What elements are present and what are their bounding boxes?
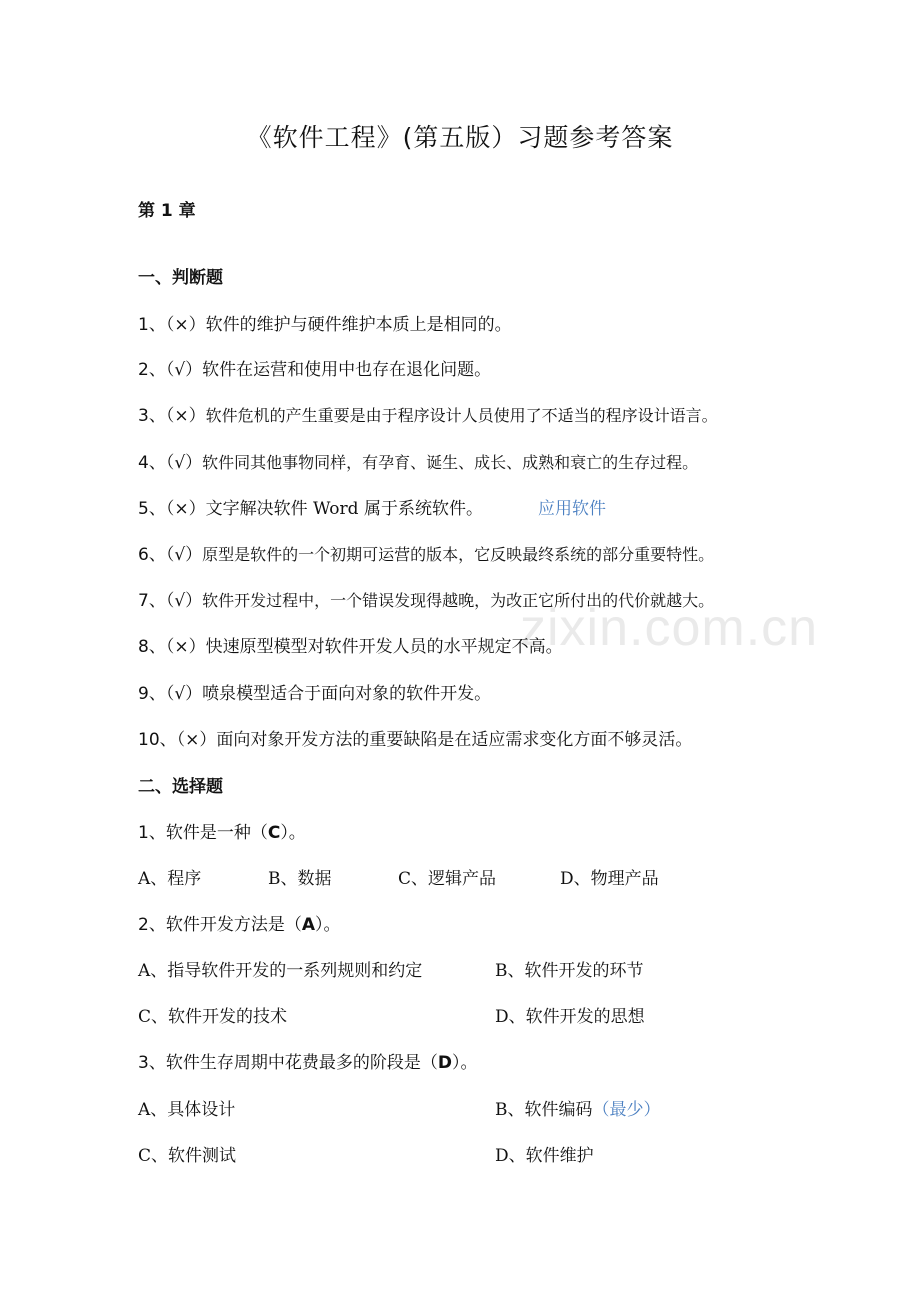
- question-answer: D: [437, 1053, 452, 1073]
- item-number: 7、: [138, 591, 166, 611]
- tf-item: [138, 725, 692, 750]
- item-text: 软件危机的产生重要是由于程序设计人员使用了不适当的程序设计语言。: [205, 406, 718, 425]
- annotation-note: （最少）: [592, 1100, 661, 1120]
- answer-mark: （×）: [176, 730, 217, 750]
- option-a: A、指导软件开发的一系列规则和约定: [138, 961, 423, 981]
- item-number: 5、: [138, 499, 166, 519]
- tf-item: [138, 448, 698, 473]
- answer-mark: （√）: [165, 684, 203, 704]
- answer-mark: （√）: [165, 545, 203, 565]
- item-text: 喷泉模型适合于面向对象的软件开发。: [202, 684, 492, 704]
- option-a: A、具体设计: [138, 1100, 236, 1120]
- option-c: C、软件测试: [138, 1146, 237, 1166]
- item-text: 快速原型模型对软件开发人员的水平规定不高。: [205, 637, 563, 657]
- item-text: 软件开发过程中，一个错误发现得越晚，为改正它所付出的代价就越大。: [202, 591, 715, 610]
- item-number: 9、: [138, 684, 166, 704]
- tf-item: [138, 679, 491, 704]
- answer-mark: （×）: [165, 406, 206, 426]
- tf-item: [138, 310, 512, 335]
- question-text: 1、软件是一种（: [138, 823, 268, 843]
- item-number: 4、: [138, 453, 166, 473]
- option-text: B、软件编码: [495, 1100, 593, 1120]
- option-a: A、程序: [138, 869, 202, 889]
- item-number: 8、: [138, 637, 166, 657]
- tf-item: [138, 632, 563, 657]
- question-end: ）。: [315, 915, 341, 935]
- option-b: [495, 1095, 661, 1120]
- item-text: 原型是软件的一个初期可运营的版本，它反映最终系统的部分重要特性。: [202, 545, 715, 564]
- section-heading-true-false: 一、判断题: [138, 268, 223, 288]
- item-number: 1、: [138, 315, 166, 335]
- tf-item: [138, 401, 718, 426]
- tf-item: [138, 355, 491, 380]
- item-text: 软件同其他事物同样，有孕育、诞生、成长、成熟和衰亡的生存过程。: [202, 453, 699, 472]
- answer-mark: （√）: [165, 453, 203, 473]
- item-text: 软件的维护与硬件维护本质上是相同的。: [205, 315, 512, 335]
- question-answer: C: [267, 823, 281, 843]
- item-text: 面向对象开发方法的重要缺陷是在适应需求变化方面不够灵活。: [216, 730, 693, 750]
- document-title: 《软件工程》(第五版）习题参考答案: [246, 123, 674, 152]
- tf-item: [138, 494, 483, 519]
- question-answer: A: [301, 915, 315, 935]
- option-c: C、软件开发的技术: [138, 1007, 288, 1027]
- tf-item: [138, 586, 714, 611]
- question-text: 3、软件生存周期中花费最多的阶段是（: [138, 1053, 438, 1073]
- answer-mark: （×）: [165, 637, 206, 657]
- question-text: 2、软件开发方法是（: [138, 915, 302, 935]
- question-end: ）。: [280, 823, 306, 843]
- question-stem: [138, 818, 306, 843]
- section-heading-multiple-choice: 二、选择题: [138, 777, 223, 797]
- option-d: D、软件开发的思想: [495, 1007, 645, 1027]
- question-stem: [138, 910, 341, 935]
- item-text: 软件在运营和使用中也存在退化问题。: [202, 360, 492, 380]
- option-d: D、物理产品: [560, 869, 659, 889]
- watermark: zixin.com.cn: [520, 599, 819, 657]
- item-number: 2、: [138, 360, 166, 380]
- item-number: 10、: [138, 730, 177, 750]
- option-c: C、逻辑产品: [398, 869, 497, 889]
- option-b: B、数据: [268, 869, 332, 889]
- answer-mark: （×）: [165, 499, 206, 519]
- item-number: 6、: [138, 545, 166, 565]
- tf-item: [138, 540, 714, 565]
- chapter-heading: 第 1 章: [138, 201, 196, 221]
- answer-mark: （√）: [165, 360, 203, 380]
- annotation-note: 应用软件: [538, 499, 606, 519]
- item-text: 文字解决软件 Word 属于系统软件。: [205, 499, 483, 519]
- answer-mark: （×）: [165, 315, 206, 335]
- question-stem: [138, 1048, 477, 1073]
- option-b: B、软件开发的环节: [495, 961, 644, 981]
- option-d: D、软件维护: [495, 1146, 594, 1166]
- question-end: ）。: [451, 1053, 478, 1073]
- answer-mark: （√）: [165, 591, 203, 611]
- item-number: 3、: [138, 406, 166, 426]
